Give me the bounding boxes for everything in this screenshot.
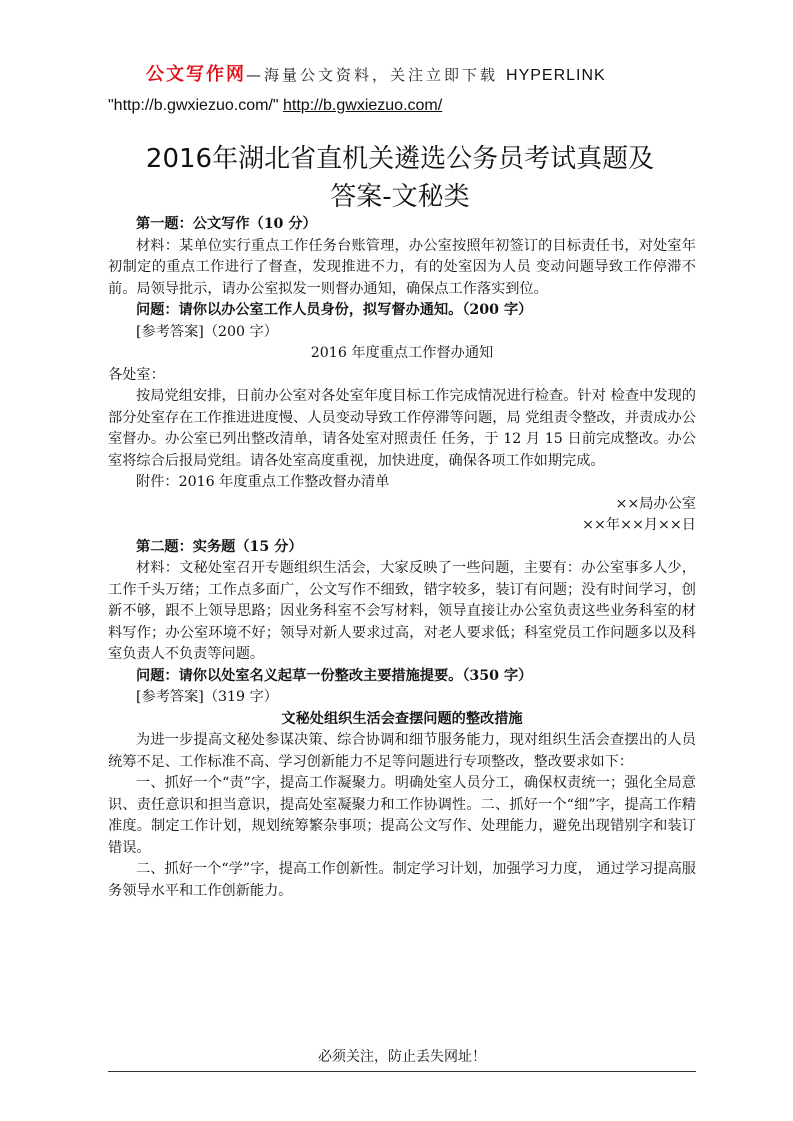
url-quoted: "http://b.gwxiezuo.com/" xyxy=(108,97,279,114)
header-banner xyxy=(146,60,706,86)
title-line-2: 答案-文秘类 xyxy=(330,182,470,212)
header-url-line xyxy=(108,97,442,115)
q1-ref-label: [参考答案]（200 字） xyxy=(136,323,278,340)
q1-question: 问题：请你以办公室工作人员身份，拟写督办通知。（200 字） xyxy=(136,302,533,318)
q2-point-2: 二、抓好一个“学”字，提高工作创新性。制定学习计划，加强学习力度， 通过学习提高服务领导水平和工作创新能力。 xyxy=(108,861,696,899)
q1-signature: ××局办公室 xyxy=(615,495,696,512)
q2-ref-label: [参考答案]（319 字） xyxy=(136,689,278,705)
q2-intro: 为进一步提高文秘处参谋决策、综合协调和细节服务能力，现对组织生活会查摆出的人员统筹不足、工作标准不高、学习创新能力不足等问题进行专项整改，整改要求如下： xyxy=(108,732,696,770)
q2-material: 材料：文秘处室召开专题组织生活会，大家反映了一些问题，主要有：办公室事多人少，工作千头万绪；工作点多面广，公文写作不细致，错字较多，装订有问题；没有时间学习，创新不够，跟不上领导思路；因业务科室不会写材料，领导直接让办公室负责这些业务科室的材料写作；办公室环境不好；领导对新人要求过高，对老人要求低；科室党员工作问题多以及科室负责人不负责等问题。 xyxy=(108,560,696,662)
q1-notice-body: 按局党组安排，日前办公室对各处室年度目标工作完成情况进行检查。针对 检查中发现的部分处室存在工作推进进度慢、人员变动导致工作停滞等问题，局 党组责令整改，并责成办公室督办。办公室已列出整改清单，请各处室对照责任 任务，于 12 月 15 日前完成整改。办公室将综合后报局党组。请各处室高度重视，加快进度，确保各项工作如期完成。 xyxy=(108,388,696,469)
footer-divider xyxy=(108,1071,696,1072)
q1-date: ××年××月××日 xyxy=(582,517,696,533)
q2-point-1: 一、抓好一个“责”字，提高工作凝聚力。明确处室人员分工，确保权责统一；强化全局意识、责任意识和担当意识，提高处室凝聚力和工作协调性。二、抓好一个“细”字，提高工作精准度。制定工作计划，规划统筹繁杂事项；提高公文写作、处理能力，避免出现错别字和装订错误。 xyxy=(108,775,696,856)
brand-name[interactable]: 公文写作网 xyxy=(146,64,246,85)
document-title xyxy=(100,140,700,216)
q1-attachment: 附件：2016 年度重点工作整改督办清单 xyxy=(136,474,390,490)
document-body xyxy=(108,214,696,902)
footer-notice: 必须关注，防止丢失网址！ xyxy=(318,1049,486,1065)
q2-question: 问题：请你以处室名义起草一份整改主要措施提要。（350 字） xyxy=(136,667,533,684)
q2-heading: 第二题：实务题（15 分） xyxy=(136,538,303,555)
url-link[interactable]: http://b.gwxiezuo.com/ xyxy=(283,97,443,114)
title-line-1: 2016年湖北省直机关遴选公务员考试真题及 xyxy=(145,144,655,174)
header-slogan: —海量公文资料，关注立即下载 xyxy=(246,66,499,84)
hyperlink-word: HYPERLINK xyxy=(506,67,606,84)
q1-material: 材料：某单位实行重点工作任务台账管理，办公室按照年初签订的目标责任书，对处室年初制定的重点工作进行了督查，发现推进不力，有的处室因为人员 变动问题导致工作停滞不前。局领导批示，请办公室拟发一则督办通知，确保点工作落实到位。 xyxy=(108,237,696,297)
q1-salutation: 各处室： xyxy=(108,366,165,383)
q1-heading: 第一题：公文写作（10 分） xyxy=(136,216,317,232)
q2-answer-title: 文秘处组织生活会查摆问题的整改措施 xyxy=(281,710,523,727)
q1-notice-title: 2016 年度重点工作督办通知 xyxy=(310,345,494,361)
